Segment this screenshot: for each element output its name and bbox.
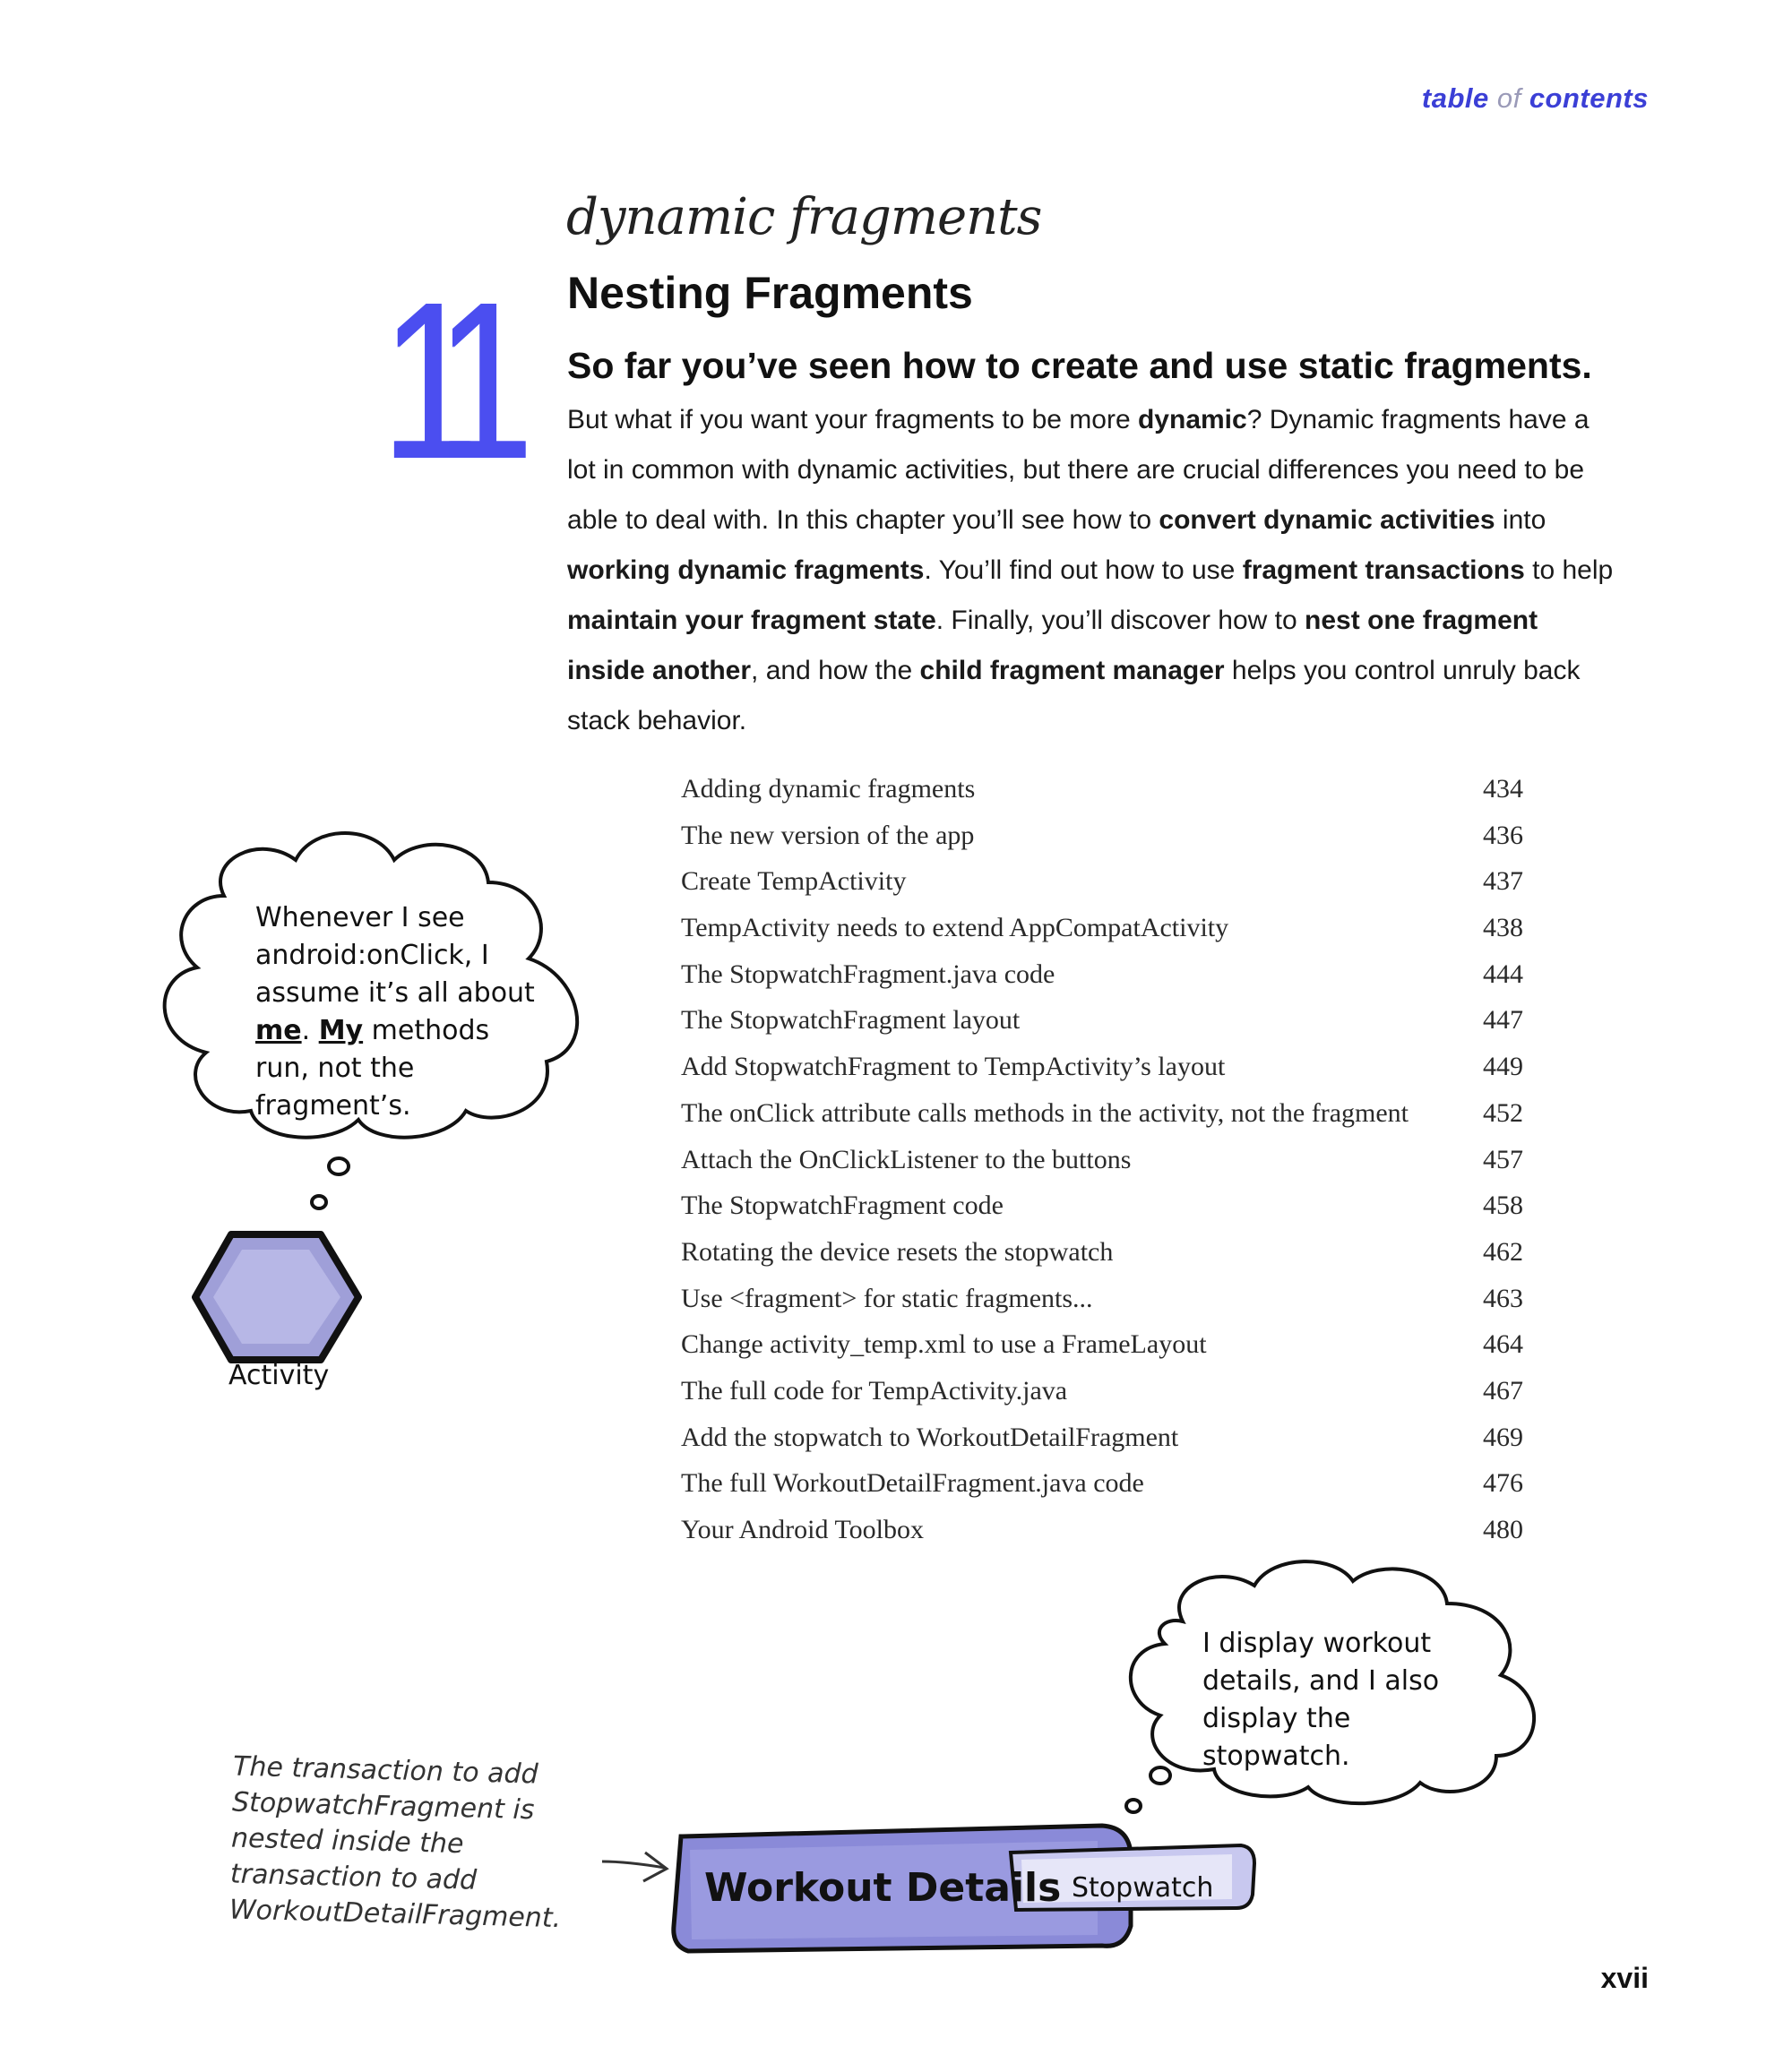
toc-entry-page: 452 xyxy=(1483,1097,1523,1128)
workout-details-tab-label: Workout Details xyxy=(704,1865,1062,1911)
toc-entry-page: 469 xyxy=(1483,1422,1523,1452)
toc-entry-page: 480 xyxy=(1483,1515,1523,1544)
fragment-thought-text: I display workout details, and I also display the stopwatch. xyxy=(1202,1628,1440,1772)
bubble-text: methods run, not the fragment’s. xyxy=(255,1015,490,1122)
intro-emphasis: dynamic xyxy=(1137,405,1247,434)
toc-entry-title: The StopwatchFragment.java code xyxy=(681,959,1055,989)
intro-emphasis: working dynamic fragments xyxy=(567,555,925,585)
toc-entry-page: 438 xyxy=(1483,913,1523,943)
intro-text: helps you control unruly back stack behavior. xyxy=(567,656,1581,735)
transaction-annotation: The transaction to add StopwatchFragment is nested inside the transaction to add WorkoutDetailFragment. xyxy=(228,1750,562,1935)
running-head-part-1: table xyxy=(1421,82,1497,114)
activity-thought-text xyxy=(255,899,551,1125)
intro-emphasis: child fragment manager xyxy=(919,656,1225,685)
toc-entry-title: The new version of the app xyxy=(681,820,975,850)
intro-emphasis: fragment transactions xyxy=(1242,555,1525,585)
activity-label: Activity xyxy=(228,1360,330,1391)
running-head-of: of xyxy=(1496,82,1521,114)
bubble-emphasis: My xyxy=(318,1015,364,1046)
toc-entry-page: 436 xyxy=(1483,820,1523,850)
toc-entry-title: The full code for TempActivity.java xyxy=(681,1375,1068,1406)
toc-entry-page: 457 xyxy=(1483,1144,1523,1174)
chapter-number: 11 xyxy=(381,255,504,505)
intro-text: ? Dynamic fragments have a lot in common with dynamic activities, but there are crucial differences you need to be able to deal with. In this chapter you’ll see how to xyxy=(567,405,1590,535)
intro-emphasis: maintain your fragment state xyxy=(567,606,936,635)
toc-entry-title: TempActivity needs to extend AppCompatActivity xyxy=(681,913,1229,943)
bubble-text: . xyxy=(301,1015,319,1046)
chapter-title: Nesting Fragments xyxy=(567,268,973,318)
toc-entry-page: 447 xyxy=(1483,1005,1523,1036)
toc-entry-title: The StopwatchFragment code xyxy=(681,1191,1004,1221)
intro-emphasis: nest one fragment inside another xyxy=(567,606,1538,685)
intro-text: to help xyxy=(1524,555,1614,585)
page-number: xvii xyxy=(1600,1962,1649,1994)
intro-text: But what if you want your fragments to be more xyxy=(567,405,1138,434)
stopwatch-tab-label: Stopwatch xyxy=(1072,1872,1214,1904)
toc-entry-title: The onClick attribute calls methods in the activity, not the fragment xyxy=(681,1097,1409,1128)
toc-entry-title: Add the stopwatch to WorkoutDetailFragment xyxy=(681,1422,1179,1452)
toc-entry-title: The StopwatchFragment layout xyxy=(681,1005,1021,1036)
activity-hexagon-icon xyxy=(195,1234,358,1360)
toc-entry-title: The full WorkoutDetailFragment.java code xyxy=(681,1468,1144,1499)
intro-text: , and how the xyxy=(751,656,920,685)
toc-entry-title: Create TempActivity xyxy=(681,866,907,897)
chapter-kicker: dynamic fragments xyxy=(566,188,1042,246)
toc-entry-page: 449 xyxy=(1483,1052,1523,1082)
toc-entry-page: 462 xyxy=(1483,1236,1523,1267)
annotation-arrow-icon xyxy=(602,1853,667,1881)
bubble-text: Whenever I see android:onClick, I assume it’s all about xyxy=(255,902,535,1009)
intro-text: . Finally, you’ll discover how to xyxy=(935,606,1305,635)
toc-entry-title: Attach the OnClickListener to the buttons xyxy=(681,1144,1132,1174)
toc-entry-page: 467 xyxy=(1483,1375,1523,1406)
toc-entry-page: 437 xyxy=(1483,866,1523,897)
toc-entry-title: Adding dynamic fragments xyxy=(681,774,976,804)
toc-entry-title: Your Android Toolbox xyxy=(681,1515,925,1544)
running-head-part-2: contents xyxy=(1521,82,1649,114)
toc-entry-title: Rotating the device resets the stopwatch xyxy=(681,1236,1114,1267)
toc-entry-page: 458 xyxy=(1483,1191,1523,1221)
intro-lead: So far you’ve seen how to create and use static fragments. xyxy=(567,345,1592,386)
toc-entry-title: Change activity_temp.xml to use a FrameLayout xyxy=(681,1329,1207,1360)
toc-entry-title: Add StopwatchFragment to TempActivity’s layout xyxy=(681,1052,1226,1082)
toc-entry-page: 444 xyxy=(1483,959,1523,989)
toc-entry-title: Use <fragment> for static fragments... xyxy=(681,1283,1093,1313)
toc-entry-page: 476 xyxy=(1483,1468,1523,1499)
toc-entry-page: 463 xyxy=(1483,1283,1523,1313)
bubble-emphasis: me xyxy=(255,1015,302,1046)
intro-text: . You’ll find out how to use xyxy=(924,555,1243,585)
toc-entry-page: 434 xyxy=(1483,774,1523,804)
intro-text: into xyxy=(1495,505,1546,535)
intro-emphasis: convert dynamic activities xyxy=(1159,505,1495,535)
toc-entry-page: 464 xyxy=(1483,1329,1523,1360)
